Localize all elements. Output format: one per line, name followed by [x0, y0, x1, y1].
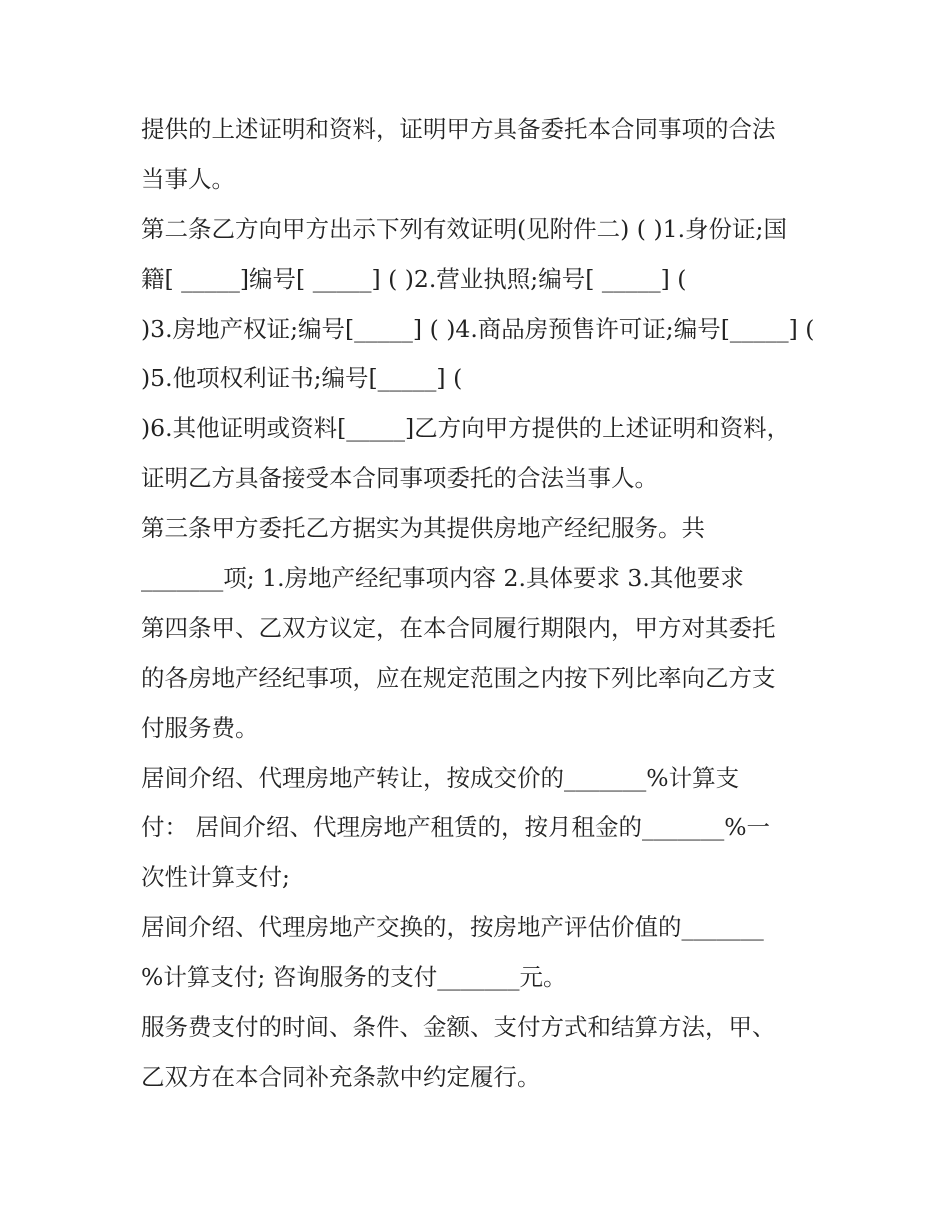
text-line: %计算支付; 咨询服务的支付_______元。: [141, 963, 567, 992]
text-line: 居间介绍、代理房地产转让，按成交价的_______%计算支: [141, 763, 740, 792]
text-line: )6.其他证明或资料[_____]乙方向甲方提供的上述证明和资料，: [141, 414, 791, 443]
text-line: _______项; 1.房地产经纪事项内容 2.具体要求 3.其他要求: [141, 564, 744, 593]
text-line: 乙双方在本合同补充条款中约定履行。: [141, 1062, 541, 1091]
text-line: 付服务费。: [141, 713, 259, 742]
text-line: 次性计算支付;: [141, 863, 290, 892]
contract-body: [141, 105, 831, 1103]
text-line: 提供的上述证明和资料，证明甲方具备委托本合同事项的合法: [141, 115, 776, 143]
text-line: 籍[ _____]编号[ _____] ( )2.营业执照;编号[ _____] (: [141, 264, 687, 293]
text-line: 第三条甲方委托乙方据实为其提供房地产经纪服务。共: [141, 514, 705, 543]
text-line: 第二条乙方向甲方出示下列有效证明(见附件二) ( )1.身份证;国: [141, 214, 787, 243]
text-line: 当事人。: [141, 164, 235, 193]
text-line: 的各房地产经纪事项，应在规定范围之内按下列比率向乙方支: [141, 663, 776, 692]
text-line: )3.房地产权证;编号[_____] ( )4.商品房预售许可证;编号[_____] (: [141, 314, 815, 343]
text-line: 付： 居间介绍、代理房地产租赁的，按月租金的_______%一: [141, 813, 771, 842]
text-line: 服务费支付的时间、条件、金额、支付方式和结算方法，甲、: [141, 1013, 776, 1042]
text-line: 居间介绍、代理房地产交换的，按房地产评估价值的_______: [141, 913, 764, 942]
text-line: )5.他项权利证书;编号[_____] (: [141, 364, 463, 393]
text-line: 第四条甲、乙双方议定，在本合同履行期限内，甲方对其委托: [141, 613, 776, 642]
text-line: 证明乙方具备接受本合同事项委托的合法当事人。: [141, 464, 658, 493]
